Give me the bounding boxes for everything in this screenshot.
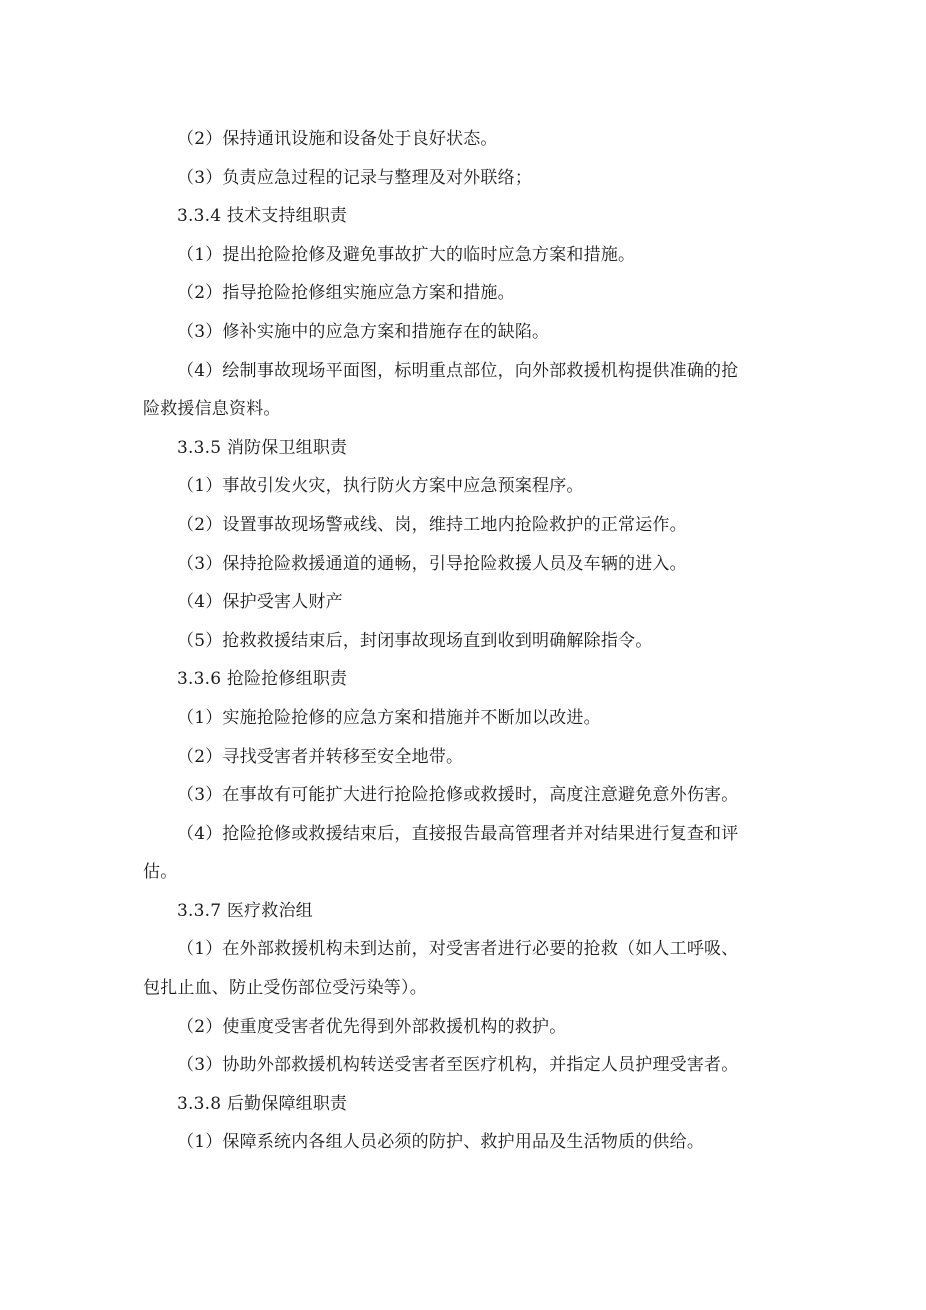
list-item: （1）实施抢险抢修的应急方案和措施并不断加以改进。 [177,707,601,728]
list-item: （1）保障系统内各组人员必须的防护、救护用品及生活物质的供给。 [177,1132,705,1153]
list-item: （1）事故引发火灾，执行防火方案中应急预案程序。 [177,476,584,497]
list-item-continuation: 险救援信息资料。 [143,399,281,420]
list-item: （4）保护受害人财产 [177,592,343,613]
section-heading: 3.3.7 医疗救治组 [177,900,313,921]
list-item: （2）寻找受害者并转移至安全地带。 [177,746,464,767]
list-item: （3）保持抢险救援通道的通畅，引导抢险救援人员及车辆的进入。 [177,553,687,574]
list-item-continuation: 包扎止血、防止受伤部位受污染等）。 [143,978,427,999]
list-item: （2）指导抢险抢修组实施应急方案和措施。 [177,283,515,304]
section-heading: 3.3.5 消防保卫组职责 [177,437,348,458]
list-item-continuation: 估。 [143,862,178,883]
list-item: （2）使重度受害者优先得到外部救援机构的救护。 [177,1016,567,1037]
list-item: （1）提出抢险抢修及避免事故扩大的临时应急方案和措施。 [177,244,636,265]
section-heading: 3.3.8 后勤保障组职责 [177,1093,348,1114]
section-heading: 3.3.6 抢险抢修组职责 [177,669,348,690]
document-body [143,120,803,1162]
list-item: （3）修补实施中的应急方案和措施存在的缺陷。 [177,321,550,342]
list-item: （3）协助外部救援机构转送受害者至医疗机构，并指定人员护理受害者。 [177,1055,739,1076]
list-item: （2）保持通讯设施和设备处于良好状态。 [177,129,498,149]
list-item: （4）绘制事故现场平面图，标明重点部位，向外部救援机构提供准确的抢 [177,360,739,381]
list-item: （3）负责应急过程的记录与整理及对外联络； [177,167,533,188]
section-heading: 3.3.4 技术支持组职责 [177,206,348,227]
list-item: （1）在外部救援机构未到达前，对受害者进行必要的抢救（如人工呼吸、 [177,939,739,960]
list-item: （2）设置事故现场警戒线、岗，维持工地内抢险救护的正常运作。 [177,514,687,535]
list-item: （4）抢险抢修或救援结束后，直接报告最高管理者并对结果进行复查和评 [177,823,739,844]
list-item: （3）在事故有可能扩大进行抢险抢修或救援时，高度注意避免意外伤害。 [177,785,739,806]
list-item: （5）抢救救援结束后，封闭事故现场直到收到明确解除指令。 [177,630,653,651]
